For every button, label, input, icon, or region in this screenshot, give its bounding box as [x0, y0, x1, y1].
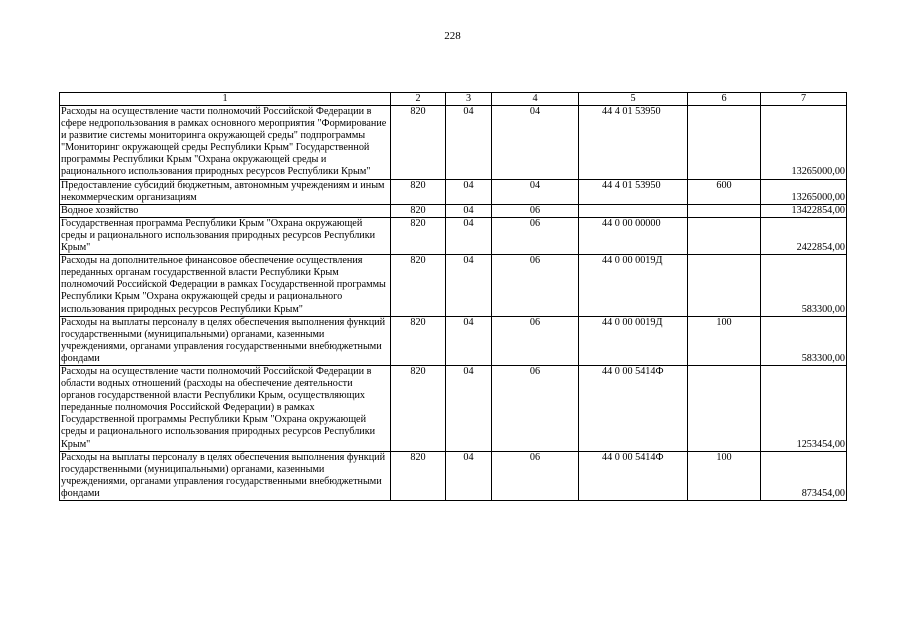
row-expense-type	[688, 204, 761, 217]
row-code: 820	[391, 217, 446, 254]
row-amount: 1253454,00	[761, 365, 847, 451]
row-subsection: 04	[492, 106, 579, 180]
row-amount: 13265000,00	[761, 179, 847, 204]
row-expense-type	[688, 255, 761, 316]
row-expense-type	[688, 365, 761, 451]
table-row	[60, 217, 847, 254]
row-section: 04	[446, 365, 492, 451]
row-expense-type	[688, 106, 761, 180]
row-target: 44 0 00 0019Д	[579, 316, 688, 365]
row-expense-type: 100	[688, 451, 761, 500]
row-amount: 13422854,00	[761, 204, 847, 217]
row-name: Расходы на выплаты персоналу в целях обеспечения выполнения функций государственными (муниципальными) органами, казенными учреждениями, органами управления государственными внебюджетными фондами	[60, 316, 391, 365]
table-row	[60, 316, 847, 365]
row-code: 820	[391, 316, 446, 365]
row-subsection: 06	[492, 255, 579, 316]
row-subsection: 06	[492, 365, 579, 451]
row-code: 820	[391, 204, 446, 217]
row-expense-type	[688, 217, 761, 254]
table-row	[60, 179, 847, 204]
row-section: 04	[446, 316, 492, 365]
header-col-4: 4	[492, 93, 579, 106]
row-section: 04	[446, 106, 492, 180]
row-expense-type: 100	[688, 316, 761, 365]
header-col-1: 1	[60, 93, 391, 106]
row-amount: 583300,00	[761, 255, 847, 316]
page-number: 228	[444, 30, 461, 42]
row-name: Расходы на дополнительное финансовое обеспечение осуществления переданных органам государственной власти Республики Крым полномочий Российской Федерации в рамках Государственной программы Республики Крым "Охрана окружающей среды и рационального использования природных ресурсов Республики Крым"	[60, 255, 391, 316]
row-target: 44 4 01 53950	[579, 179, 688, 204]
row-name: Водное хозяйство	[60, 204, 391, 217]
header-col-5: 5	[579, 93, 688, 106]
row-code: 820	[391, 106, 446, 180]
row-section: 04	[446, 255, 492, 316]
row-name: Расходы на выплаты персоналу в целях обеспечения выполнения функций государственными (муниципальными) органами, казенными учреждениями, органами управления государственными внебюджетными фондами	[60, 451, 391, 500]
budget-table	[59, 92, 847, 501]
header-col-3: 3	[446, 93, 492, 106]
row-target: 44 4 01 53950	[579, 106, 688, 180]
table-row	[60, 365, 847, 451]
row-target: 44 0 00 5414Ф	[579, 365, 688, 451]
table-row	[60, 204, 847, 217]
row-target	[579, 204, 688, 217]
row-name: Государственная программа Республики Крым "Охрана окружающей среды и рационального использования природных ресурсов Республики Крым"	[60, 217, 391, 254]
table-row	[60, 451, 847, 500]
row-code: 820	[391, 451, 446, 500]
row-name: Расходы на осуществление части полномочий Российской Федерации в области водных отношений (расходы на обеспечение деятельности органов государственной власти Республики Крым, осуществляющих переданные полномочия Российской Федерации) в рамках Государственной программы Республики Крым "Охрана окружающей среды и рационального использования природных ресурсов Республики Крым"	[60, 365, 391, 451]
row-section: 04	[446, 217, 492, 254]
row-amount: 583300,00	[761, 316, 847, 365]
row-target: 44 0 00 5414Ф	[579, 451, 688, 500]
row-subsection: 06	[492, 217, 579, 254]
row-target: 44 0 00 00000	[579, 217, 688, 254]
header-col-6: 6	[688, 93, 761, 106]
row-subsection: 06	[492, 316, 579, 365]
row-target: 44 0 00 0019Д	[579, 255, 688, 316]
row-amount: 2422854,00	[761, 217, 847, 254]
row-section: 04	[446, 204, 492, 217]
row-subsection: 06	[492, 204, 579, 217]
row-subsection: 04	[492, 179, 579, 204]
header-col-2: 2	[391, 93, 446, 106]
row-name: Расходы на осуществление части полномочий Российской Федерации в сфере недропользования в рамках основного мероприятия "Формирование и развитие системы мониторинга окружающей среды" подпрограммы "Мониторинг окружающей среды Республики Крым" Государственной программы Республики Крым "Охрана окружающей среды и рационального использования природных ресурсов Республики Крым"	[60, 106, 391, 180]
row-code: 820	[391, 255, 446, 316]
row-section: 04	[446, 179, 492, 204]
row-subsection: 06	[492, 451, 579, 500]
header-row	[60, 93, 847, 106]
header-col-7: 7	[761, 93, 847, 106]
row-amount: 13265000,00	[761, 106, 847, 180]
table-row	[60, 255, 847, 316]
row-code: 820	[391, 179, 446, 204]
row-code: 820	[391, 365, 446, 451]
row-amount: 873454,00	[761, 451, 847, 500]
row-name: Предоставление субсидий бюджетным, автономным учреждениям и иным некоммерческим организациям	[60, 179, 391, 204]
row-expense-type: 600	[688, 179, 761, 204]
row-section: 04	[446, 451, 492, 500]
table-row	[60, 106, 847, 180]
